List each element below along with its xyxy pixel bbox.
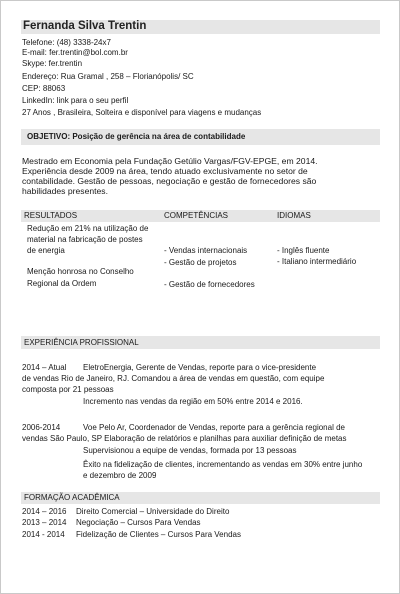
phone: Telefone: (48) 3338-24x7: [22, 38, 111, 47]
job2-achievement-2b: e dezembro de 2009: [83, 471, 157, 480]
job2-line-2: vendas São Paulo, SP Elaboração de relatórios e planilhas para auxiliar definição de metas: [22, 434, 347, 443]
job2-title: Voe Pelo Ar, Coordenador de Vendas, reporte para a gerência regional de: [83, 423, 345, 432]
resultado-line-4: Menção honrosa no Conselho: [27, 267, 134, 276]
edu2-years: 2013 – 2014: [22, 518, 67, 527]
summary-line-1: Mestrado em Economia pela Fundação Getúlio Vargas/FGV-EPGE, em 2014.: [22, 156, 318, 166]
resultado-line-2: material na fabricação de postes: [27, 235, 143, 244]
personal-info: 27 Anos , Brasileira, Solteira e disponível para viagens e mudanças: [22, 108, 262, 117]
competencia-1: - Vendas internacionais: [164, 246, 248, 255]
idioma-2: - Italiano intermediário: [277, 257, 357, 266]
edu1-course: Direito Comercial – Universidade do Direito: [76, 507, 230, 516]
job1-line-3: composta por 21 pessoas: [22, 385, 114, 394]
job1-title: EletroEnergia, Gerente de Vendas, reporte para o vice-presidente: [83, 363, 317, 372]
job1-achievement: Incremento nas vendas da região em 50% entre 2014 e 2016.: [83, 397, 303, 406]
resultado-line-1: Redução em 21% na utilização de: [27, 224, 149, 233]
edu3-years: 2014 - 2014: [22, 530, 65, 539]
resultado-line-3: de energia: [27, 246, 65, 255]
job2-date: 2006-2014: [22, 423, 61, 432]
header-competencias: COMPETÊNCIAS: [164, 211, 229, 220]
zip-code: CEP: 88063: [22, 84, 66, 93]
header-resultados: RESULTADOS: [24, 211, 78, 220]
email: E-mail: fer.trentin@bol.com.br: [22, 48, 128, 57]
experience-title: EXPERIÊNCIA PROFISSIONAL: [24, 338, 139, 347]
linkedin: LinkedIn: link para o seu perfil: [22, 96, 129, 105]
edu3-course: Fidelização de Clientes – Cursos Para Vendas: [76, 530, 241, 539]
competencia-3: - Gestão de fornecedores: [164, 280, 255, 289]
edu1-years: 2014 – 2016: [22, 507, 67, 516]
summary-line-3: contabilidade. Gestão de pessoas, negociação e gestão de fornecedores são: [22, 176, 317, 186]
job1-line-2: de vendas Rio de Janeiro, RJ. Comandou a área de vendas em questão, com equipe: [22, 374, 325, 383]
header-idiomas: IDIOMAS: [277, 211, 311, 220]
competencia-2: - Gestão de projetos: [164, 258, 237, 267]
summary-line-2: Experiência desde 2009 na área, tendo atuado exclusivamente no setor de: [22, 166, 308, 176]
address: Endereço: Rua Gramal , 258 – Florianópolis/ SC: [22, 72, 194, 81]
job2-achievement-1: Supervisionou a equipe de vendas, formada por 13 pessoas: [83, 446, 297, 455]
summary-line-4: habilidades presentes.: [22, 186, 108, 196]
idioma-1: - Inglês fluente: [277, 246, 330, 255]
skype: Skype: fer.trentin: [22, 59, 83, 68]
resultado-line-5: Regional da Ordem: [27, 279, 97, 288]
education-title: FORMAÇÃO ACADÊMICA: [24, 493, 120, 502]
job1-date: 2014 – Atual: [22, 363, 67, 372]
objective-title: OBJETIVO: Posição de gerência na área de contabilidade: [27, 132, 246, 141]
edu2-course: Negociação – Cursos Para Vendas: [76, 518, 201, 527]
job2-achievement-2: Êxito na fidelização de clientes, incrementando as vendas em 30% entre junho: [83, 460, 363, 469]
candidate-name: Fernanda Silva Trentin: [23, 20, 147, 32]
